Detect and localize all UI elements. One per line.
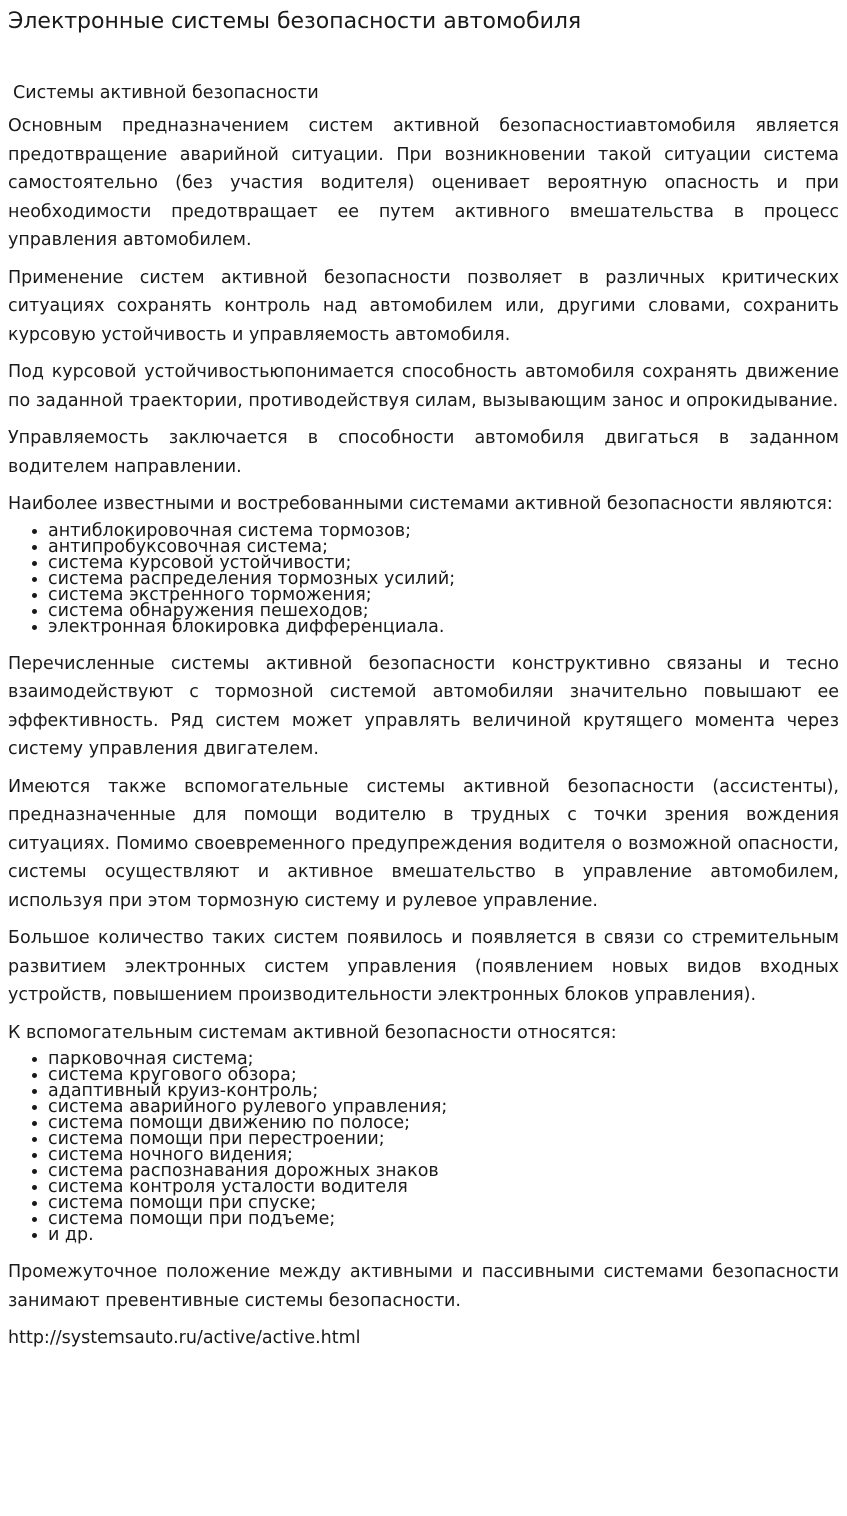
paragraph: Применение систем активной безопасности позволяет в различных критических ситуациях сохранять контроль над автомобилем или, другими словами, сохранить курсовую устойчивость и управляемость автомобиля. [8,267,839,345]
list-item: • система помощи движению по полосе; [48,1115,839,1131]
list-item: • система помощи при спуске; [48,1195,839,1211]
paragraph: Промежуточное положение между активными и пассивными системами безопасности занимают превентивные системы безопасности. [8,1262,839,1311]
source-link[interactable]: http://systemsauto.ru/active/active.html [8,1328,361,1348]
paragraph: Под курсовой устойчивостьюпонимается способность автомобиля сохранять движение по заданной траектории, противодействуя силам, вызывающим занос и опрокидывание. [8,362,839,411]
list-item: • и др. [48,1227,839,1243]
assistant-systems-list [8,1051,839,1243]
list-item: • парковочная система; [48,1051,839,1067]
list-item: • система помощи при перестроении; [48,1131,839,1147]
section-subtitle: Системы активной безопасности [13,83,319,103]
list-item: • электронная блокировка дифференциала. [48,619,839,635]
list-item: • антипробуксовочная система; [48,539,839,555]
paragraph: Наиболее известными и востребованными системами активной безопасности являются: [8,494,833,514]
paragraph: Большое количество таких систем появилось и появляется в связи со стремительным развитием электронных систем управления (появлением новых видов входных устройств, повышением производительности электронных блоков управления). [8,928,839,1005]
list-item: • система помощи при подъеме; [48,1211,839,1227]
paragraph: Перечисленные системы активной безопасности конструктивно связаны и тесно взаимодействуют с тормозной системой автомобиляи значительно повышают ее эффективность. Ряд систем может управлять величиной крутящего момента через систему управления двигателем. [8,653,839,759]
paragraph: К вспомогательным системам активной безопасности относятся: [8,1022,617,1043]
paragraph: Управляемость заключается в способности автомобиля двигаться в заданном водителем направлении. [8,428,839,477]
list-item: • система распознавания дорожных знаков [48,1163,839,1179]
list-item: • система ночного видения; [48,1147,839,1163]
list-item: • система аварийного рулевого управления; [48,1099,839,1115]
list-item: • система курсовой устойчивости; [48,555,839,571]
list-item: • система контроля усталости водителя [48,1179,839,1195]
list-item: • адаптивный круиз-контроль; [48,1083,839,1099]
page-title: Электронные системы безопасности автомобиля [8,9,582,34]
active-safety-systems-list [8,520,839,637]
paragraph: Имеются также вспомогательные системы активной безопасности (ассистенты), предназначенные для помощи водителю в трудных с точки зрения вождения ситуациях. Помимо своевременного предупреждения водителя о возможной опасности, системы осуществляют и активное вмешательство в управление автомобилем, используя при этом тормозную систему и рулевое управление. [8,776,839,911]
list-item: • система кругового обзора; [48,1067,839,1083]
list-item: • система экстренного торможения; [48,587,839,603]
paragraph: Основным предназначением систем активной безопасностиавтомобиля является предотвращение аварийной ситуации. При возникновении такой ситуации система самостоятельно (без участия водителя) оценивает вероятную опасность и при необходимости предотвращает ее путем активного вмешательства в процесс управления автомобилем. [8,116,839,250]
list-item: • система обнаружения пешеходов; [48,603,839,619]
list-item: • система распределения тормозных усилий; [48,571,839,587]
list-item: • антиблокировочная система тормозов; [48,523,839,539]
